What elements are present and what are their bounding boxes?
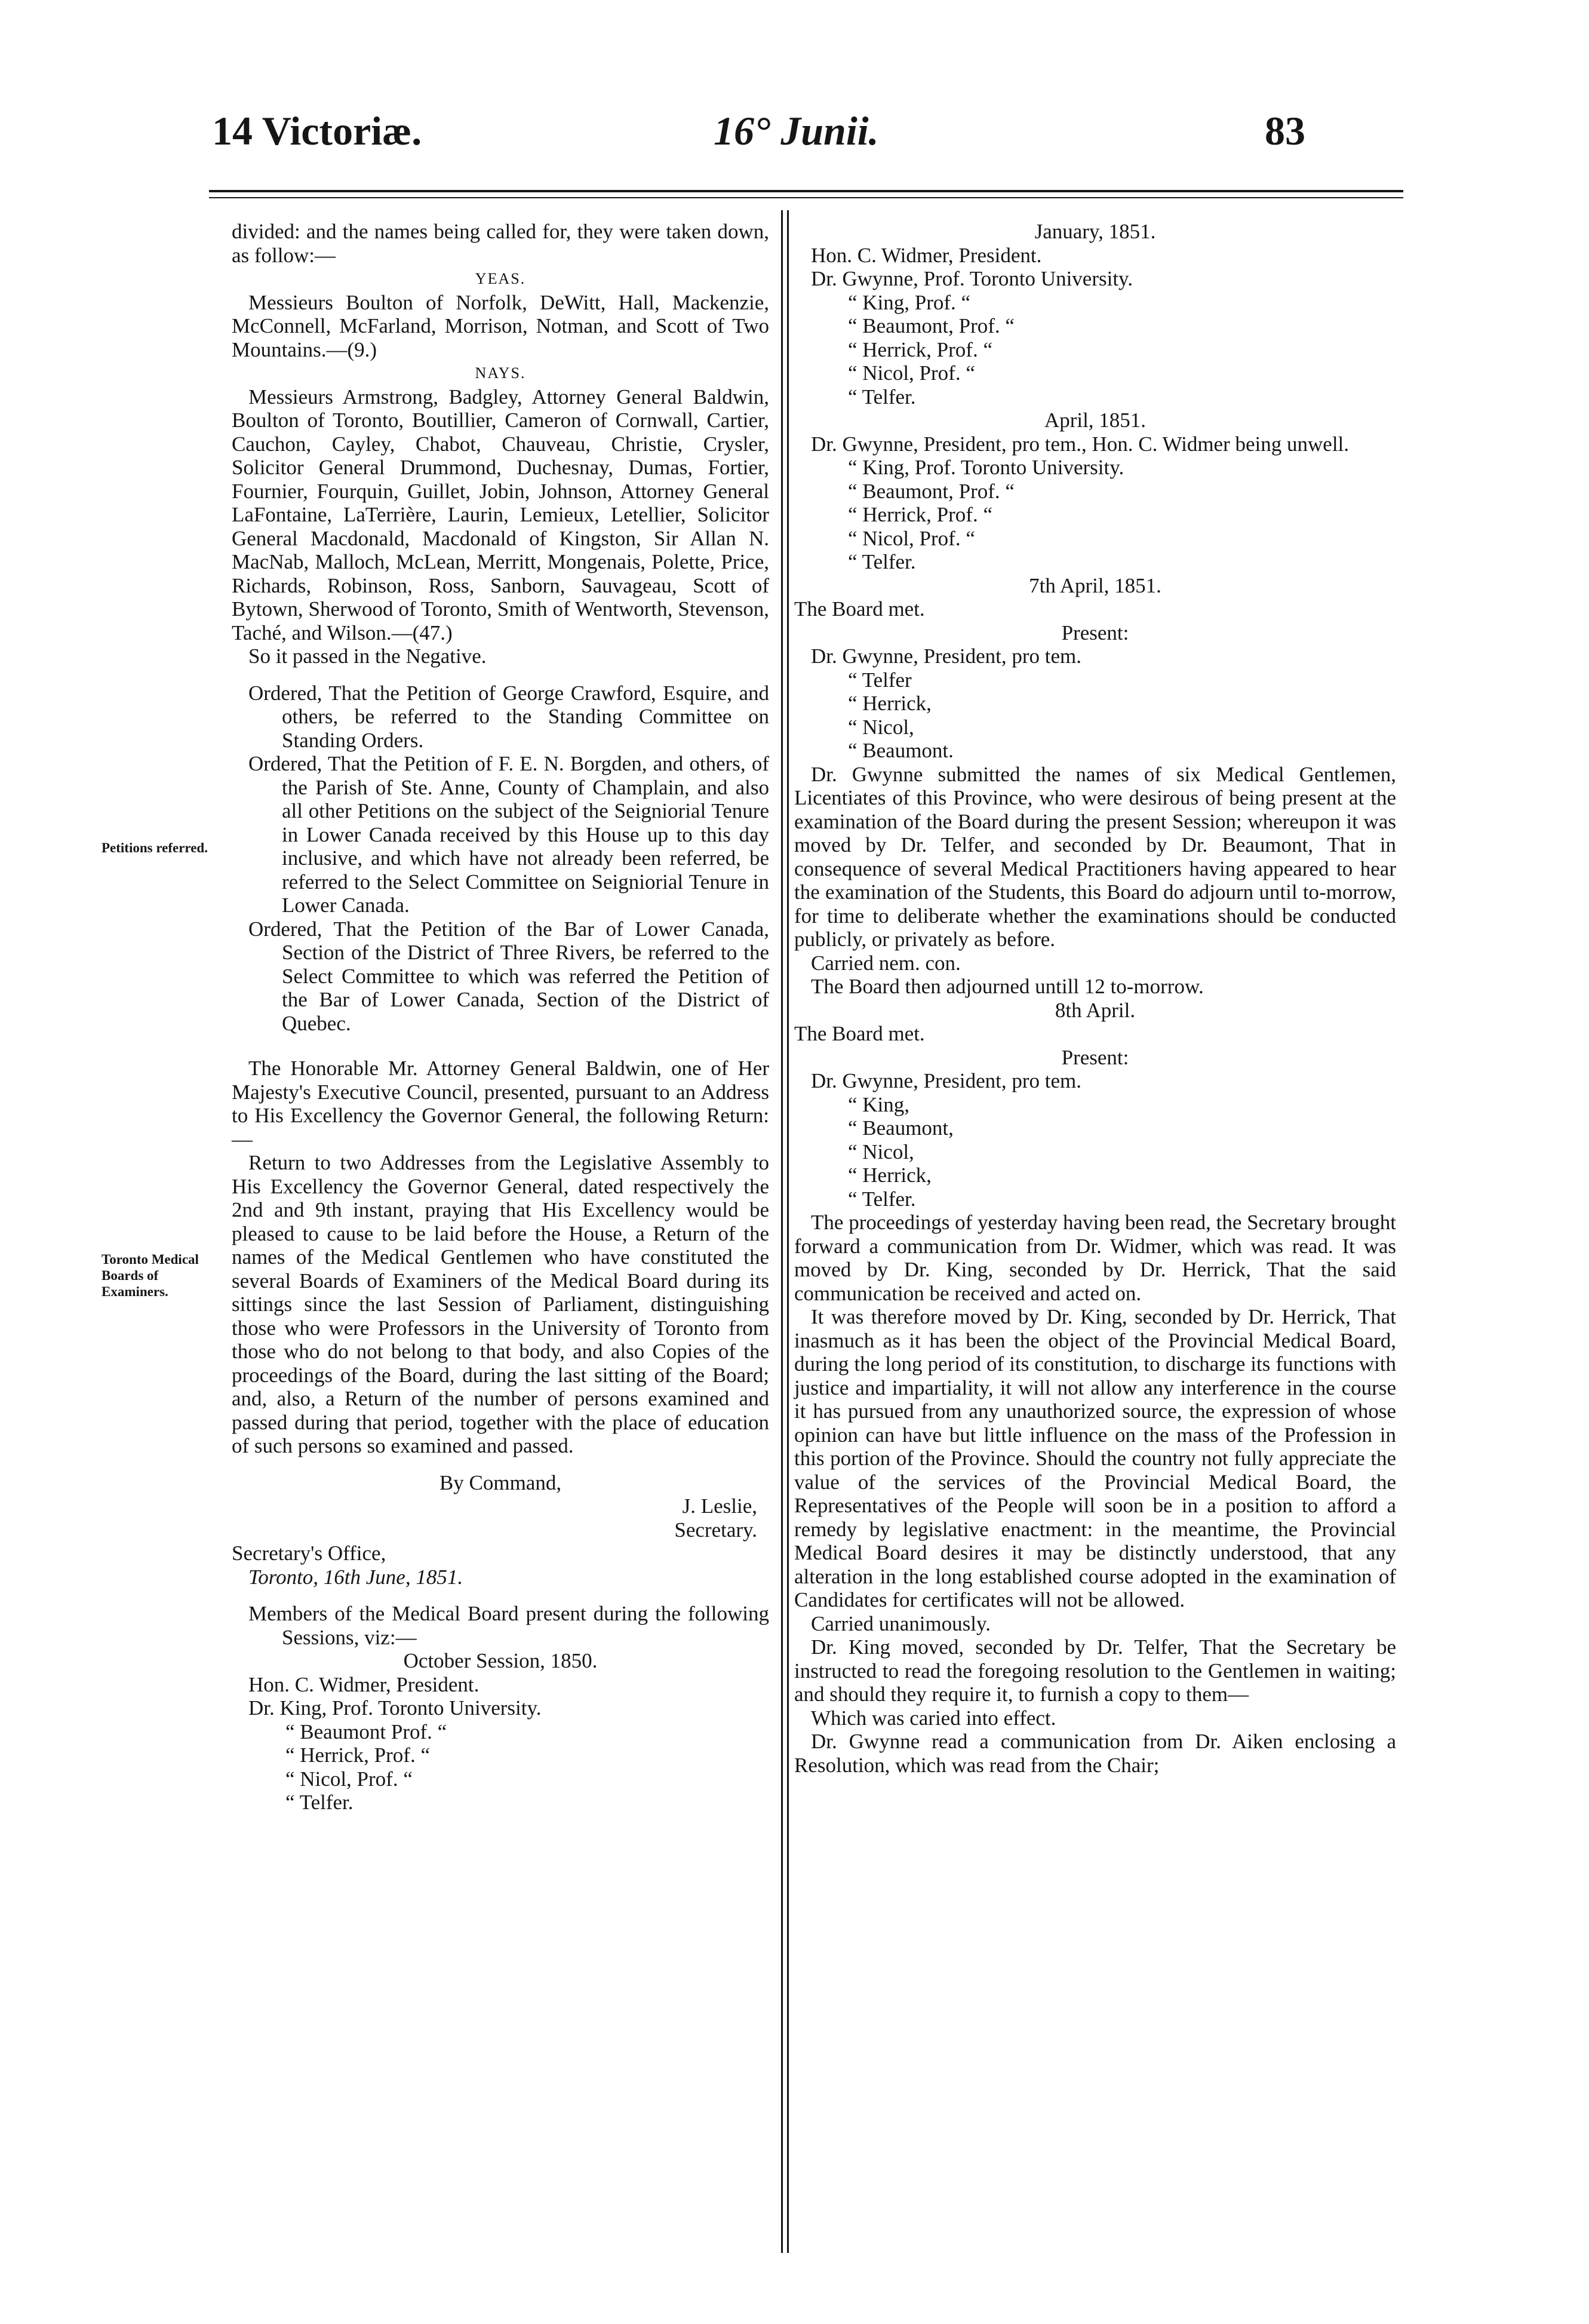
member-line: Dr. Gwynne, President, pro tem. xyxy=(811,1069,1081,1092)
member-line: “ Herrick, xyxy=(848,1163,932,1187)
members-intro: Members of the Medical Board present during the following Sessions, viz:— xyxy=(248,1602,769,1649)
division-intro: divided: and the names being called for, they were taken down, as follow:— xyxy=(232,220,769,267)
member-line: Dr. Gwynne, President, pro tem., Hon. C. Widmer being unwell. xyxy=(811,432,1350,456)
carried-into-effect: Which was caried into effect. xyxy=(811,1706,1056,1730)
carried-unanimously: Carried unanimously. xyxy=(811,1611,991,1635)
order-borgden: Ordered, That the Petition of F. E. N. Borgden, and others, of the Parish of Ste. Anne, County of Champlain, and also all other Petitions on the subject of the Seigniorial Tenure in Lower Canada received by this House up to this day inclusive, and which have not already been referred, be referred to the Select Committee on Seigniorial Tenure in Lower Canada. xyxy=(248,752,769,917)
present-heading: Present: xyxy=(1061,621,1129,644)
order-crawford: Ordered, That the Petition of George Crawford, Esquire, and others, be referred to the Standing Committee on Standing Orders. xyxy=(248,681,769,752)
member-line: “ Herrick, Prof. “ xyxy=(285,1743,430,1767)
margin-note-medical-boards: Toronto Medical Boards of Examiners. xyxy=(102,1252,199,1299)
by-command: By Command, xyxy=(439,1470,562,1494)
yeas-heading: YEAS. xyxy=(475,270,526,287)
member-line: “ Nicol, xyxy=(848,715,914,739)
member-line: “ Telfer. xyxy=(848,550,916,573)
april-8-heading: 8th April. xyxy=(1055,998,1136,1022)
spacer xyxy=(232,1589,769,1602)
column-divider xyxy=(787,210,789,2253)
aiken-communication: Dr. Gwynne read a communication from Dr. Aiken enclosing a Resolution, which was read from the Chair; xyxy=(794,1730,1396,1777)
board-met: The Board met. xyxy=(794,1022,925,1045)
king-telfer-motion: Dr. King moved, seconded by Dr. Telfer, That the Secretary be instructed to read the foregoing resolution to the Gentlemen in waiting; and should they require it, to furnish a copy to them— xyxy=(794,1635,1396,1706)
member-line: Hon. C. Widmer, President. xyxy=(248,1672,480,1696)
member-line: “ Nicol, Prof. “ xyxy=(848,361,975,385)
april-7-heading: 7th April, 1851. xyxy=(1029,573,1161,597)
spacer xyxy=(232,1035,769,1057)
member-line: Hon. C. Widmer, President. xyxy=(811,243,1042,267)
header-rule-thin xyxy=(209,197,1403,198)
adjourned: The Board then adjourned untill 12 to-morrow. xyxy=(811,975,1204,998)
member-line: “ King, Prof. “ xyxy=(848,290,971,314)
member-line: “ Beaumont, Prof. “ xyxy=(848,314,1015,337)
signer-title: Secretary. xyxy=(674,1518,757,1542)
board-met: The Board met. xyxy=(794,597,925,621)
carried-nem-con: Carried nem. con. xyxy=(811,951,961,975)
october-session-heading: October Session, 1850. xyxy=(403,1649,598,1672)
proceedings-read: The proceedings of yesterday having been read, the Secretary brought forward a communication from Dr. Widmer, which was read. It was moved by Dr. King, seconded by Dr. Herrick, That the said communication be received and acted on. xyxy=(794,1211,1396,1305)
gwynne-motion: Dr. Gwynne submitted the names of six Medical Gentlemen, Licentiates of this Province, who were desirous of being present at the examination of the Board during the present Session; whereupon it was moved by Dr. Telfer, and seconded by Dr. Beaumont, That in consequence of several Medical Practitioners having appeared to hear the examination of the Students, this Board do adjourn until to-morrow, for time to deliberate whether the examinations should be conducted publicly, or privately as before. xyxy=(794,762,1396,951)
right-column xyxy=(794,220,1396,1777)
member-line: Dr. Gwynne, President, pro tem. xyxy=(811,644,1081,668)
order-three-rivers: Ordered, That the Petition of the Bar of Lower Canada, Section of the District of Three Rivers, be referred to the Select Committee to which was referred the Petition of the Bar of Lower Canada, Section of the District of Quebec. xyxy=(248,917,769,1035)
member-line: “ Beaumont. xyxy=(848,739,954,762)
member-line: “ Beaumont Prof. “ xyxy=(285,1720,447,1743)
member-line: “ Beaumont, xyxy=(848,1116,954,1140)
member-line: “ Nicol, xyxy=(848,1140,914,1163)
column-divider xyxy=(781,210,783,2253)
member-line: “ Telfer. xyxy=(848,385,916,409)
spacer xyxy=(232,1458,769,1471)
member-line: “ Herrick, Prof. “ xyxy=(848,337,992,361)
king-herrick-resolution: It was therefore moved by Dr. King, seconded by Dr. Herrick, That inasmuch as it has been the object of the Provincial Medical Board, during the long period of its constitution, to discharge its functions with justice and impartiality, it will not allow any interference in the course it has pursued from any unauthorized source, the expression of whose opinion can have but little influence on the mass of the Profession in this portion of the Province. Should the country not fully appreciate the value of the services of the Provincial Medical Board, the Representatives of the People will soon be in a position to afford a remedy by legislative enactment: in the meantime, the Provincial Medical Board desires it may be distinctly understood, that any alteration in the long established course adopted in the examination of Candidates for certificates will not be allowed. xyxy=(794,1305,1396,1611)
page-number: 83 xyxy=(1265,108,1305,153)
member-line: “ King, Prof. Toronto University. xyxy=(848,456,1124,479)
member-line: “ Nicol, Prof. “ xyxy=(285,1767,413,1791)
member-line: “ Telfer xyxy=(848,668,912,692)
margin-note-petitions: Petitions referred. xyxy=(102,840,208,855)
april-heading: April, 1851. xyxy=(1044,409,1147,432)
member-line: Dr. Gwynne, Prof. Toronto University. xyxy=(811,267,1133,290)
nays-heading: NAYS. xyxy=(475,364,526,382)
left-column xyxy=(232,220,769,1815)
member-line: “ Beaumont, Prof. “ xyxy=(848,479,1015,503)
negative-result: So it passed in the Negative. xyxy=(248,644,487,668)
running-head-date: 16° Junii. xyxy=(714,108,879,153)
member-line: Dr. King, Prof. Toronto University. xyxy=(248,1696,542,1720)
member-line: “ Telfer. xyxy=(285,1791,354,1814)
january-heading: January, 1851. xyxy=(1034,220,1156,243)
baldwin-presentation: The Honorable Mr. Attorney General Baldwin, one of Her Majesty's Executive Council, presented, pursuant to an Address to His Excellency the Governor General, the following Return:— xyxy=(232,1057,769,1151)
office-date: Toronto, 16th June, 1851. xyxy=(248,1565,463,1589)
header-rule-thick xyxy=(209,190,1403,192)
spacer xyxy=(232,668,769,681)
member-line: “ Telfer. xyxy=(848,1187,916,1211)
member-line: “ Herrick, Prof. “ xyxy=(848,503,992,526)
present-heading: Present: xyxy=(1061,1045,1129,1069)
return-text: Return to two Addresses from the Legislative Assembly to His Excellency the Governor General, dated respectively the 2nd and 9th instant, praying that His Excellency would be pleased to cause to be laid before the House, a Return of the names of the Medical Gentlemen who have constituted the several Boards of Examiners of the Medical Board during its sittings since the last Session of Parliament, distinguishing those who were Professors in the University of Toronto from those who do not belong to that body, and also Copies of the proceedings of the Board, during the last sitting of the Board; and, also, a Return of the number of persons examined and passed during that period, together with the place of education of such persons so examined and passed. xyxy=(232,1151,769,1457)
nays-list: Messieurs Armstrong, Badgley, Attorney General Baldwin, Boulton of Toronto, Boutillier, Cameron of Cornwall, Cartier, Cauchon, Cayley, Chabot, Chauveau, Christie, Crysler, Solicitor General Drummond, Duchesnay, Dumas, Fortier, Fournier, Fourquin, Guillet, Jobin, Johnson, Attorney General LaFontaine, LaTerrière, Laurin, Lemieux, Letellier, Solicitor General Macdonald, Macdonald of Kingston, Sir Allan N. MacNab, Malloch, McLean, Merritt, Mongenais, Polette, Price, Richards, Robinson, Ross, Sanborn, Sauvageau, Scott of Bytown, Sherwood of Toronto, Smith of Wentworth, Stevenson, Taché, and Wilson.—(47.) xyxy=(232,385,769,644)
member-line: “ King, xyxy=(848,1092,910,1116)
member-line: “ Herrick, xyxy=(848,692,932,715)
signer-name: J. Leslie, xyxy=(682,1494,757,1518)
running-head-left: 14 Victoriæ. xyxy=(212,108,422,153)
yeas-list: Messieurs Boulton of Norfolk, DeWitt, Hall, Mackenzie, McConnell, McFarland, Morrison, Notman, and Scott of Two Mountains.—(9.) xyxy=(232,290,769,361)
member-line: “ Nicol, Prof. “ xyxy=(848,526,975,550)
office: Secretary's Office, xyxy=(232,1542,386,1565)
